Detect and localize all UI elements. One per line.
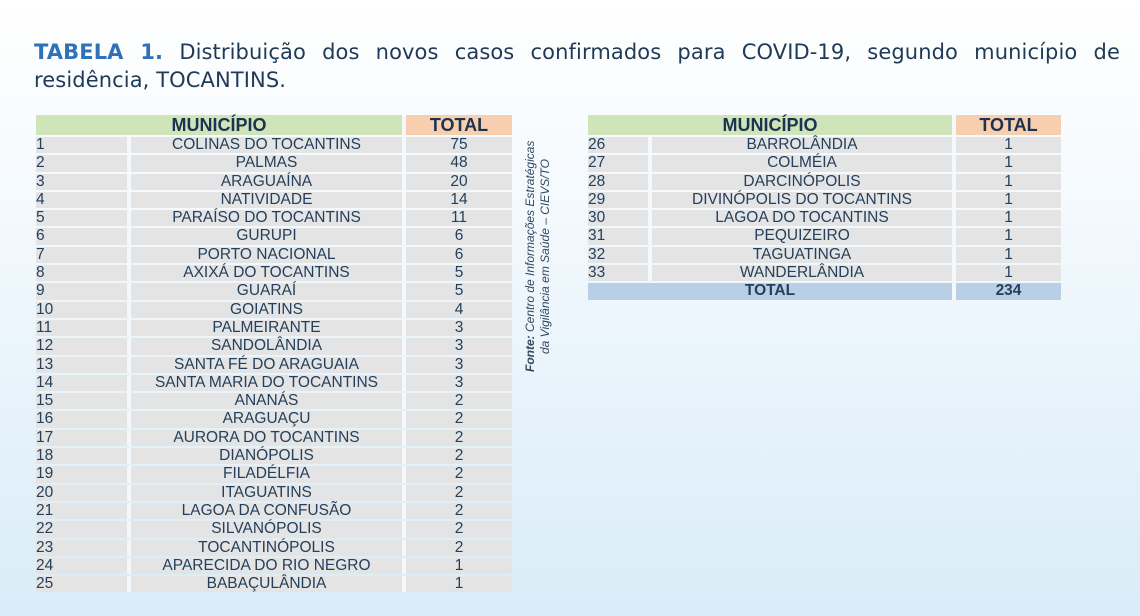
row-number: 8 <box>36 265 131 281</box>
row-total: 6 <box>406 247 512 263</box>
source-note <box>523 112 553 372</box>
row-number: 22 <box>36 521 131 537</box>
row-municipio: GUARAÍ <box>131 283 406 299</box>
row-municipio: SANTA FÉ DO ARAGUAIA <box>131 357 406 373</box>
table-row <box>36 448 512 464</box>
row-total: 2 <box>406 411 512 427</box>
row-municipio: BABAÇULÂNDIA <box>131 576 406 592</box>
row-number: 13 <box>36 357 131 373</box>
row-number: 4 <box>36 192 131 208</box>
table-body-right <box>588 137 1061 281</box>
row-number: 24 <box>36 558 131 574</box>
row-total: 6 <box>406 228 512 244</box>
row-total: 2 <box>406 393 512 409</box>
row-number: 18 <box>36 448 131 464</box>
table-row <box>588 247 1061 263</box>
table-row <box>588 192 1061 208</box>
source-line-2: da Vigilância em Saúde – CIEVS/TO <box>538 159 552 354</box>
table-row <box>36 540 512 556</box>
total-row <box>588 283 1061 299</box>
table-row <box>588 174 1061 190</box>
row-total: 3 <box>406 357 512 373</box>
table-title-text: Distribuição dos novos casos confirmados para COVID-19, segundo município de residência, TOCANTINS. <box>34 40 1120 92</box>
table-row <box>36 393 512 409</box>
row-municipio: PORTO NACIONAL <box>131 247 406 263</box>
table-row <box>36 283 512 299</box>
row-total: 1 <box>956 228 1061 244</box>
row-municipio: WANDERLÂNDIA <box>652 265 956 281</box>
total-label: TOTAL <box>588 283 956 299</box>
total-value: 234 <box>956 283 1061 299</box>
row-municipio: NATIVIDADE <box>131 192 406 208</box>
table-header-row <box>36 115 512 135</box>
row-number: 21 <box>36 503 131 519</box>
table-row <box>36 357 512 373</box>
row-total: 1 <box>956 265 1061 281</box>
row-municipio: GURUPI <box>131 228 406 244</box>
row-total: 1 <box>956 210 1061 226</box>
row-total: 2 <box>406 485 512 501</box>
header-total: TOTAL <box>956 115 1061 135</box>
row-total: 2 <box>406 503 512 519</box>
row-municipio: COLMÉIA <box>652 155 956 171</box>
row-number: 7 <box>36 247 131 263</box>
row-number: 2 <box>36 155 131 171</box>
row-number: 14 <box>36 375 131 391</box>
row-number: 5 <box>36 210 131 226</box>
table-row <box>36 521 512 537</box>
row-municipio: PARAÍSO DO TOCANTINS <box>131 210 406 226</box>
table-row <box>36 320 512 336</box>
row-number: 12 <box>36 338 131 354</box>
row-municipio: ARAGUAÍNA <box>131 174 406 190</box>
row-number: 31 <box>588 228 652 244</box>
table-row <box>36 210 512 226</box>
row-total: 1 <box>406 558 512 574</box>
row-total: 3 <box>406 338 512 354</box>
row-municipio: LAGOA DO TOCANTINS <box>652 210 956 226</box>
table-row <box>36 503 512 519</box>
row-number: 17 <box>36 430 131 446</box>
row-municipio: PALMEIRANTE <box>131 320 406 336</box>
table-row <box>36 192 512 208</box>
row-number: 3 <box>36 174 131 190</box>
table-row <box>588 137 1061 153</box>
row-total: 75 <box>406 137 512 153</box>
row-number: 30 <box>588 210 652 226</box>
row-municipio: AXIXÁ DO TOCANTINS <box>131 265 406 281</box>
table-row <box>36 430 512 446</box>
row-total: 3 <box>406 375 512 391</box>
row-municipio: FILADÉLFIA <box>131 466 406 482</box>
row-total: 14 <box>406 192 512 208</box>
row-total: 2 <box>406 448 512 464</box>
table-title-label: TABELA 1. <box>34 40 164 64</box>
row-number: 20 <box>36 485 131 501</box>
row-number: 1 <box>36 137 131 153</box>
row-municipio: ARAGUAÇU <box>131 411 406 427</box>
header-municipio: MUNICÍPIO <box>36 115 406 135</box>
table-row <box>36 576 512 592</box>
row-total: 4 <box>406 302 512 318</box>
row-total: 5 <box>406 265 512 281</box>
row-municipio: DARCINÓPOLIS <box>652 174 956 190</box>
row-total: 11 <box>406 210 512 226</box>
municipality-table-right <box>588 113 1061 302</box>
table-title <box>34 38 1120 94</box>
row-municipio: APARECIDA DO RIO NEGRO <box>131 558 406 574</box>
row-municipio: BARROLÂNDIA <box>652 137 956 153</box>
row-municipio: SANTA MARIA DO TOCANTINS <box>131 375 406 391</box>
table-body-left <box>36 137 512 592</box>
table-row <box>36 558 512 574</box>
row-total: 2 <box>406 430 512 446</box>
table-header-row <box>588 115 1061 135</box>
row-total: 1 <box>956 137 1061 153</box>
row-total: 1 <box>956 247 1061 263</box>
row-number: 6 <box>36 228 131 244</box>
source-line-1: Centro de Informações Estratégicas <box>523 140 537 332</box>
row-number: 23 <box>36 540 131 556</box>
row-number: 25 <box>36 576 131 592</box>
row-number: 11 <box>36 320 131 336</box>
table-row <box>588 155 1061 171</box>
row-municipio: DIVINÓPOLIS DO TOCANTINS <box>652 192 956 208</box>
row-total: 48 <box>406 155 512 171</box>
row-municipio: AURORA DO TOCANTINS <box>131 430 406 446</box>
row-total: 20 <box>406 174 512 190</box>
table-row <box>588 265 1061 281</box>
row-municipio: DIANÓPOLIS <box>131 448 406 464</box>
table-row <box>36 375 512 391</box>
row-total: 1 <box>406 576 512 592</box>
row-number: 26 <box>588 137 652 153</box>
table-row <box>36 247 512 263</box>
row-total: 5 <box>406 283 512 299</box>
table-row <box>36 155 512 171</box>
row-municipio: SILVANÓPOLIS <box>131 521 406 537</box>
row-number: 15 <box>36 393 131 409</box>
table-row <box>588 228 1061 244</box>
row-municipio: TOCANTINÓPOLIS <box>131 540 406 556</box>
table-row <box>588 210 1061 226</box>
row-municipio: COLINAS DO TOCANTINS <box>131 137 406 153</box>
row-municipio: GOIATINS <box>131 302 406 318</box>
header-municipio: MUNICÍPIO <box>588 115 956 135</box>
row-number: 33 <box>588 265 652 281</box>
source-label: Fonte: <box>523 335 537 372</box>
row-number: 19 <box>36 466 131 482</box>
row-number: 29 <box>588 192 652 208</box>
row-total: 1 <box>956 174 1061 190</box>
row-total: 1 <box>956 155 1061 171</box>
row-total: 1 <box>956 192 1061 208</box>
row-total: 2 <box>406 521 512 537</box>
table-row <box>36 411 512 427</box>
table-row <box>36 174 512 190</box>
table-row <box>36 338 512 354</box>
table-row <box>36 302 512 318</box>
row-number: 32 <box>588 247 652 263</box>
row-municipio: PALMAS <box>131 155 406 171</box>
row-total: 2 <box>406 540 512 556</box>
table-row <box>36 137 512 153</box>
row-number: 16 <box>36 411 131 427</box>
row-municipio: ITAGUATINS <box>131 485 406 501</box>
row-number: 9 <box>36 283 131 299</box>
row-municipio: ANANÁS <box>131 393 406 409</box>
row-municipio: LAGOA DA CONFUSÃO <box>131 503 406 519</box>
row-municipio: TAGUATINGA <box>652 247 956 263</box>
row-total: 2 <box>406 466 512 482</box>
row-number: 10 <box>36 302 131 318</box>
header-total: TOTAL <box>406 115 512 135</box>
row-municipio: SANDOLÂNDIA <box>131 338 406 354</box>
table-row <box>36 485 512 501</box>
row-number: 27 <box>588 155 652 171</box>
row-number: 28 <box>588 174 652 190</box>
row-total: 3 <box>406 320 512 336</box>
table-row <box>36 228 512 244</box>
table-row <box>36 466 512 482</box>
row-municipio: PEQUIZEIRO <box>652 228 956 244</box>
table-row <box>36 265 512 281</box>
municipality-table-left <box>36 113 512 594</box>
